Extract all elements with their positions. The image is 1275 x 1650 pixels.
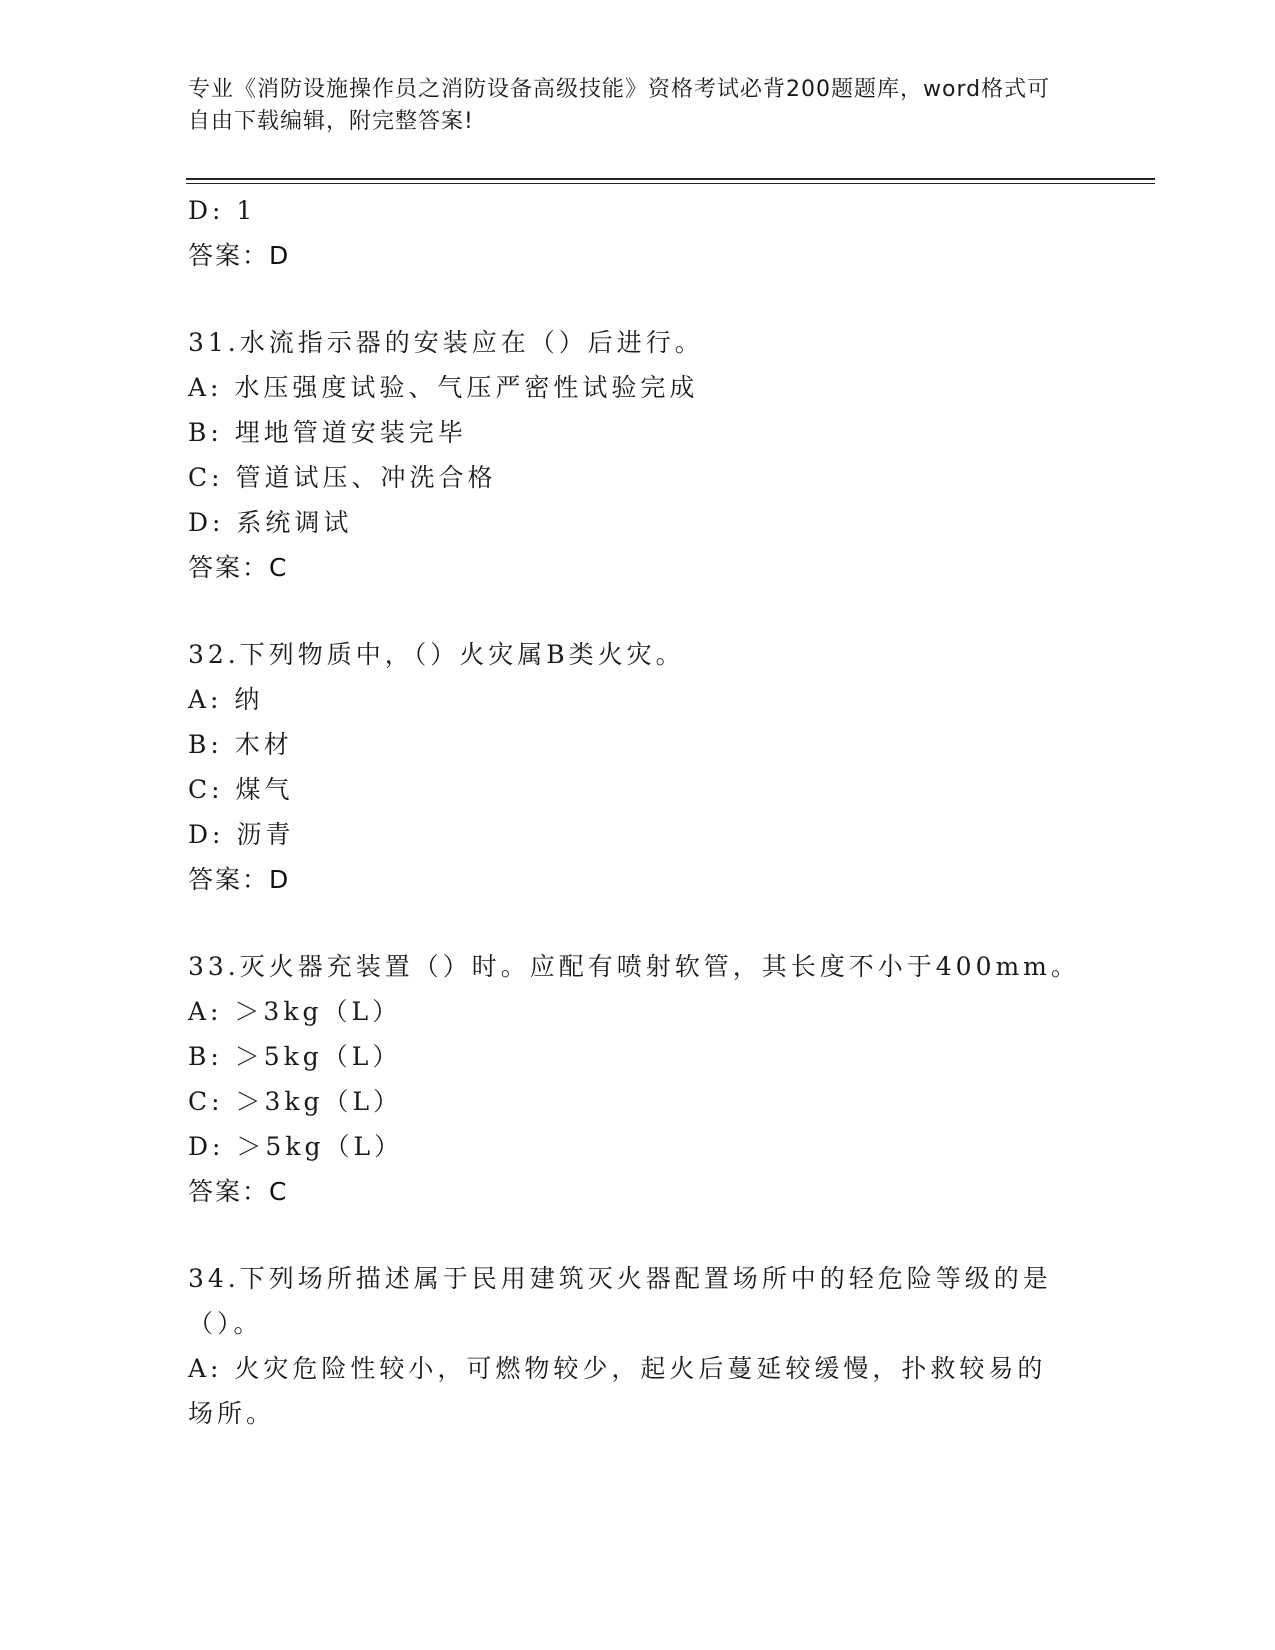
option-d: D: 沥青 <box>188 820 295 849</box>
spacer <box>188 1214 1068 1256</box>
option-c: C: 管道试压、冲洗合格 <box>188 463 497 492</box>
option-b: B: 木材 <box>188 730 293 759</box>
option-a: A: 水压强度试验、气压严密性试验完成 <box>188 373 699 402</box>
answer-line: 答案：C <box>188 553 289 582</box>
option-d: D: 系统调试 <box>188 508 353 537</box>
question-block <box>188 1256 1068 1436</box>
header-divider-thin <box>186 183 1155 184</box>
question-stem: 32.下列物质中，（）火灾属B类火灾。 <box>188 640 685 669</box>
spacer <box>188 590 1068 632</box>
answer-line: 答案：D <box>188 865 291 894</box>
question-stem: 33.灭火器充装置（）时。应配有喷射软管，其长度不小于400mm。 <box>188 952 1080 981</box>
answer-line: 答案：C <box>188 1177 289 1206</box>
option-c: C: ＞3kg（L） <box>188 1087 403 1116</box>
spacer <box>188 278 1068 320</box>
answer-line: 答案：D <box>188 241 291 270</box>
option-a: A: ＞3kg（L） <box>188 997 402 1026</box>
question-stem: 31.水流指示器的安装应在（）后进行。 <box>188 328 704 357</box>
question-stem: 34.下列场所描述属于民用建筑灭火器配置场所中的轻危险等级的是（）。 <box>188 1264 1052 1338</box>
header-divider <box>186 178 1155 180</box>
option-b: B: 埋地管道安装完毕 <box>188 418 467 447</box>
document-header: 专业《消防设施操作员之消防设备高级技能》资格考试必背200题题库，word格式可自由下载编辑，附完整答案! <box>188 77 1051 134</box>
spacer <box>188 902 1068 944</box>
option-b: B: ＞5kg（L） <box>188 1042 402 1071</box>
option-a: A: 火灾危险性较小，可燃物较少，起火后蔓延较缓慢，扑救较易的场所。 <box>188 1354 1047 1428</box>
option-c: C: 煤气 <box>188 775 294 804</box>
question-block <box>188 320 1068 590</box>
question-block <box>188 944 1080 1214</box>
option-d: D: 1 <box>188 196 257 225</box>
question-list <box>188 188 1080 1436</box>
question-block <box>188 632 1068 902</box>
option-a: A: 纳 <box>188 685 264 714</box>
option-d: D: ＞5kg（L） <box>188 1132 404 1161</box>
